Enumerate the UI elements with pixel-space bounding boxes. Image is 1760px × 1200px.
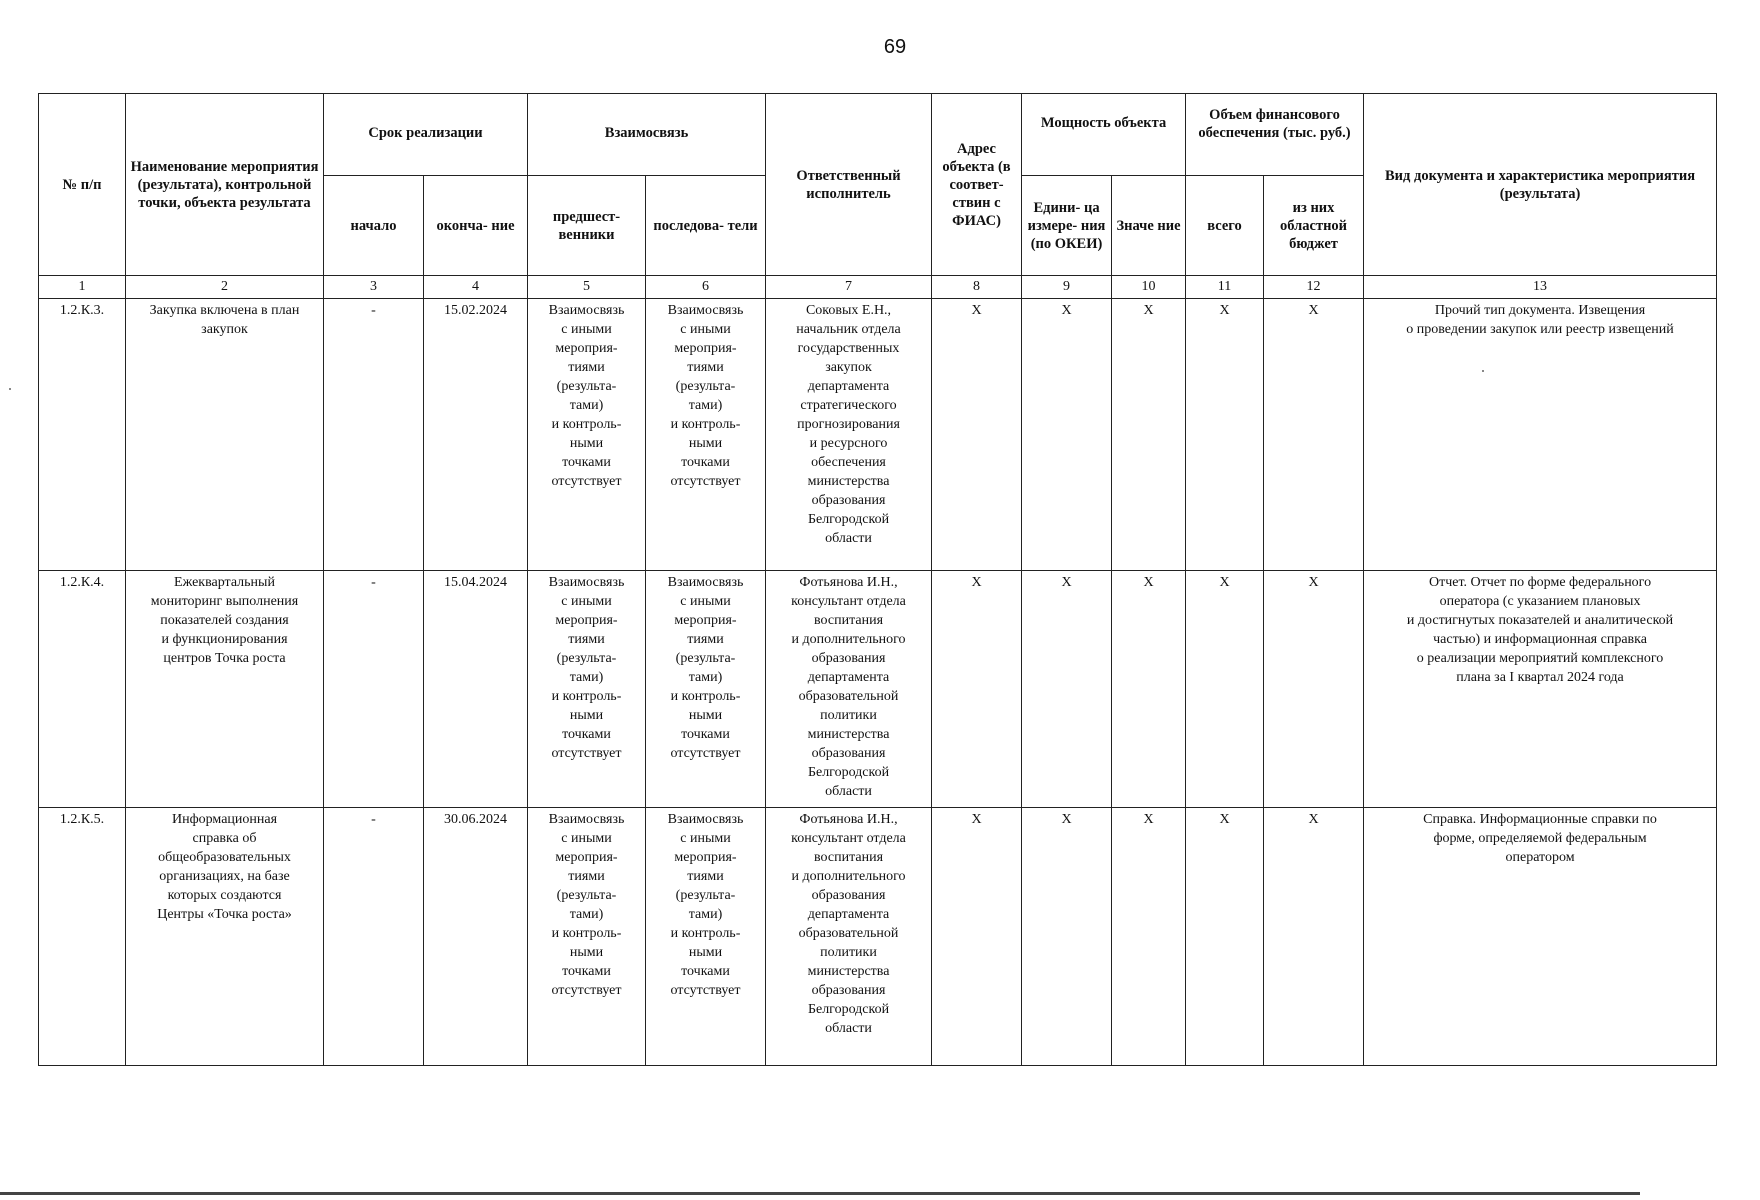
- row-next: Взаимосвязь с иными мероприя- тиями (результа- тами) и контроль- ными точками отсутствует: [646, 571, 766, 808]
- row-pred: Взаимосвязь с иными мероприя- тиями (результа- тами) и контроль- ными точками отсутствует: [528, 299, 646, 571]
- col-number: 9: [1022, 276, 1112, 299]
- row-regional: X: [1264, 808, 1364, 1066]
- header-finance-regional: из них областной бюджет: [1264, 176, 1364, 276]
- header-capacity: Мощность объекта: [1022, 94, 1186, 176]
- row-pred: Взаимосвязь с иными мероприя- тиями (результа- тами) и контроль- ными точками отсутствует: [528, 571, 646, 808]
- row-next: Взаимосвязь с иными мероприя- тиями (результа- тами) и контроль- ными точками отсутствует: [646, 808, 766, 1066]
- header-capacity-unit: Едини- ца измере- ния (по ОКЕИ): [1022, 176, 1112, 276]
- plan-table: [38, 93, 1717, 1066]
- row-address: X: [932, 571, 1022, 808]
- row-doc: Прочий тип документа. Извещения о проведении закупок или реестр извещений: [1364, 299, 1717, 571]
- scan-edge-bar: [0, 1192, 1640, 1195]
- header-address: Адрес объекта (в соответ- ствин с ФИАС): [932, 94, 1022, 276]
- header-responsible: Ответственный исполнитель: [766, 94, 932, 276]
- row-total: X: [1186, 571, 1264, 808]
- col-number: 1: [39, 276, 126, 299]
- row-doc: Справка. Информационные справки по форме, определяемой федеральным оператором: [1364, 808, 1717, 1066]
- scan-fleck: [1482, 370, 1484, 372]
- row-unit: X: [1022, 808, 1112, 1066]
- table-row: [39, 808, 1717, 1066]
- row-responsible: Фотьянова И.Н., консультант отдела воспитания и дополнительного образования департамента образовательной политики министерства образования Белгородской области: [766, 571, 932, 808]
- row-next: Взаимосвязь с иными мероприя- тиями (результа- тами) и контроль- ными точками отсутствует: [646, 299, 766, 571]
- header-num: № п/п: [39, 94, 126, 276]
- header-capacity-value: Значе ние: [1112, 176, 1186, 276]
- col-number: 3: [324, 276, 424, 299]
- col-number: 7: [766, 276, 932, 299]
- row-name: Закупка включена в план закупок: [126, 299, 324, 571]
- col-number: 4: [424, 276, 528, 299]
- header-doc-type: Вид документа и характеристика мероприятия (результата): [1364, 94, 1717, 276]
- row-start: -: [324, 571, 424, 808]
- scan-fleck: [9, 388, 11, 390]
- header-term-end: оконча- ние: [424, 176, 528, 276]
- row-end: 30.06.2024: [424, 808, 528, 1066]
- header-finance-total: всего: [1186, 176, 1264, 276]
- col-number: 6: [646, 276, 766, 299]
- row-total: X: [1186, 808, 1264, 1066]
- row-end: 15.02.2024: [424, 299, 528, 571]
- row-num: 1.2.К.3.: [39, 299, 126, 571]
- col-number: 11: [1186, 276, 1264, 299]
- col-number: 13: [1364, 276, 1717, 299]
- row-pred: Взаимосвязь с иными мероприя- тиями (результа- тами) и контроль- ными точками отсутствует: [528, 808, 646, 1066]
- row-value: X: [1112, 299, 1186, 571]
- table-row: [39, 571, 1717, 808]
- col-number: 5: [528, 276, 646, 299]
- row-unit: X: [1022, 571, 1112, 808]
- col-number: 10: [1112, 276, 1186, 299]
- row-regional: X: [1264, 571, 1364, 808]
- table-row: [39, 299, 1717, 571]
- header-term-start: начало: [324, 176, 424, 276]
- row-address: X: [932, 808, 1022, 1066]
- header-relation-next: последова- тели: [646, 176, 766, 276]
- row-value: X: [1112, 571, 1186, 808]
- header-term: Срок реализации: [324, 94, 528, 176]
- col-number: 12: [1264, 276, 1364, 299]
- row-unit: X: [1022, 299, 1112, 571]
- row-start: -: [324, 299, 424, 571]
- header-finance: Объем финансового обеспечения (тыс. руб.): [1186, 94, 1364, 176]
- row-end: 15.04.2024: [424, 571, 528, 808]
- row-responsible: Фотьянова И.Н., консультант отдела воспитания и дополнительного образования департамента образовательной политики министерства образования Белгородской области: [766, 808, 932, 1066]
- col-number: 2: [126, 276, 324, 299]
- row-address: X: [932, 299, 1022, 571]
- row-num: 1.2.К.5.: [39, 808, 126, 1066]
- row-name: Ежеквартальный мониторинг выполнения показателей создания и функционирования центров Точка роста: [126, 571, 324, 808]
- row-regional: X: [1264, 299, 1364, 571]
- row-num: 1.2.К.4.: [39, 571, 126, 808]
- header-relation: Взаимосвязь: [528, 94, 766, 176]
- column-number-row: [39, 276, 1717, 299]
- row-total: X: [1186, 299, 1264, 571]
- row-responsible: Соковых Е.Н., начальник отдела государственных закупок департамента стратегического прогнозирования и ресурсного обеспечения министерства образования Белгородской области: [766, 299, 932, 571]
- col-number: 8: [932, 276, 1022, 299]
- header-relation-pred: предшест- венники: [528, 176, 646, 276]
- row-start: -: [324, 808, 424, 1066]
- header-name: Наименование мероприятия (результата), контрольной точки, объекта результата: [126, 94, 324, 276]
- row-doc: Отчет. Отчет по форме федерального оператора (с указанием плановых и достигнутых показателей и аналитической частью) и информационная справка о реализации мероприятий комплексного плана за I квартал 2024 года: [1364, 571, 1717, 808]
- page-number: 69: [883, 36, 907, 58]
- row-name: Информационная справка об общеобразовательных организациях, на базе которых создаются Центры «Точка роста»: [126, 808, 324, 1066]
- row-value: X: [1112, 808, 1186, 1066]
